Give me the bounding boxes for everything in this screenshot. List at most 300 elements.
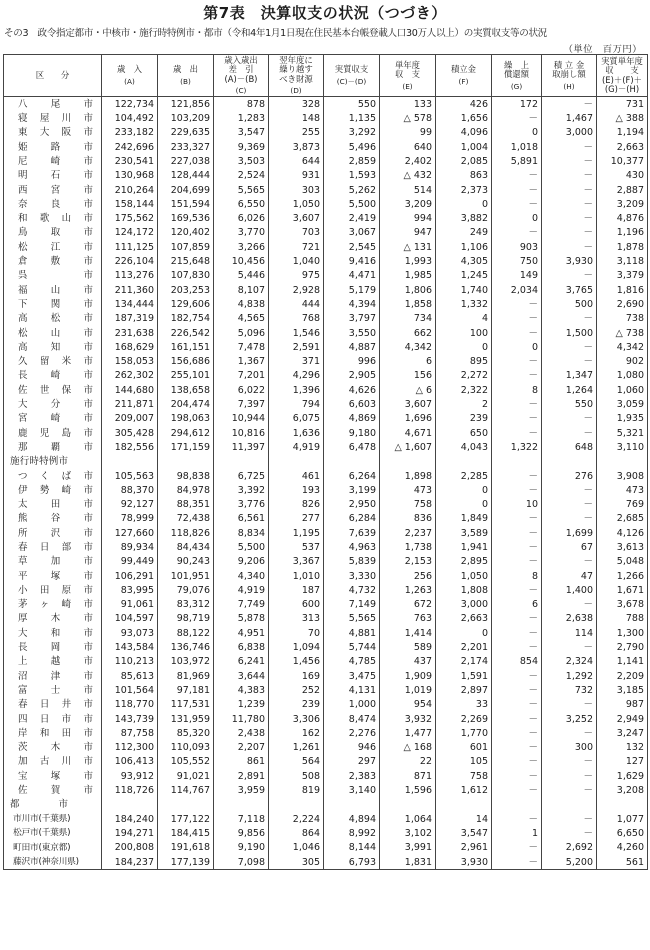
table-cell: －	[492, 726, 542, 740]
table-cell: 305,428	[102, 426, 158, 440]
table-cell: 1,500	[542, 326, 597, 340]
table-cell: 861	[214, 755, 269, 769]
table-row	[4, 441, 648, 455]
table-row	[4, 426, 648, 440]
city-name: 西宮市	[4, 183, 102, 197]
table-cell: 1,106	[436, 240, 492, 254]
table-cell: 1,806	[380, 283, 436, 297]
table-cell: 2,887	[597, 183, 648, 197]
table-cell: 242,696	[102, 140, 158, 154]
table-cell: 149	[492, 269, 542, 283]
city-name: 福山市	[4, 283, 102, 297]
table-cell: 3,770	[214, 226, 269, 240]
table-cell: 9,190	[214, 841, 269, 855]
table-cell: 1,094	[269, 641, 324, 655]
table-cell: 3,209	[597, 197, 648, 211]
table-row	[4, 183, 648, 197]
table-cell: 106,413	[102, 755, 158, 769]
table-cell: 239	[436, 412, 492, 426]
table-cell: 2,961	[436, 841, 492, 855]
table-cell: 215,648	[158, 255, 214, 269]
table-cell: 3,547	[214, 126, 269, 140]
table-cell: －	[542, 641, 597, 655]
table-row	[4, 583, 648, 597]
city-name: 茅ヶ崎市	[4, 598, 102, 612]
table-cell: 3,873	[269, 140, 324, 154]
table-cell: 1,656	[436, 112, 492, 126]
city-name: 明石市	[4, 169, 102, 183]
table-cell	[214, 455, 269, 469]
section-row	[4, 455, 648, 469]
table-cell: 1,322	[492, 441, 542, 455]
table-cell	[324, 455, 380, 469]
table-cell: 3,208	[597, 784, 648, 798]
table-cell: 99	[380, 126, 436, 140]
table-cell: 444	[269, 298, 324, 312]
table-cell: 10	[492, 498, 542, 512]
table-cell: 198,063	[158, 412, 214, 426]
table-cell: 1,671	[597, 583, 648, 597]
table-cell	[542, 455, 597, 469]
table-cell: 1,636	[269, 426, 324, 440]
table-cell: 130,968	[102, 169, 158, 183]
table-cell: 169	[269, 669, 324, 683]
table-cell: 8	[492, 383, 542, 397]
table-cell: 600	[269, 598, 324, 612]
table-cell: 78,999	[102, 512, 158, 526]
table-cell: 8	[492, 569, 542, 583]
table-cell: 144,680	[102, 383, 158, 397]
table-cell: 118,726	[102, 784, 158, 798]
city-name: 松戸市(千葉県)	[4, 827, 102, 841]
table-cell: 589	[380, 641, 436, 655]
table-cell: 184,415	[158, 827, 214, 841]
table-cell: 1,266	[597, 569, 648, 583]
table-cell: 1,477	[380, 726, 436, 740]
table-cell: 91,021	[158, 769, 214, 783]
table-cell: 794	[269, 398, 324, 412]
table-row	[4, 669, 648, 683]
city-name: 四日市市	[4, 712, 102, 726]
table-cell: 2,928	[269, 283, 324, 297]
table-cell: 903	[492, 240, 542, 254]
city-name: 寝屋川市	[4, 112, 102, 126]
table-cell: 3,247	[597, 726, 648, 740]
table-cell: 508	[269, 769, 324, 783]
table-cell: 7,098	[214, 855, 269, 870]
table-cell: 1,612	[436, 784, 492, 798]
table-cell: 640	[380, 140, 436, 154]
table-header	[4, 55, 648, 97]
table-cell	[597, 798, 648, 812]
table-row	[4, 841, 648, 855]
table-cell: 9,856	[214, 827, 269, 841]
table-cell: －	[542, 183, 597, 197]
table-cell: 2,545	[324, 240, 380, 254]
table-cell	[436, 798, 492, 812]
table-cell: 5,446	[214, 269, 269, 283]
table-cell: －	[542, 312, 597, 326]
city-name: 上越市	[4, 655, 102, 669]
table-cell: 5,048	[597, 555, 648, 569]
table-cell: －	[492, 312, 542, 326]
table-cell: 0	[436, 626, 492, 640]
table-cell: 133	[380, 97, 436, 112]
table-cell: 9,180	[324, 426, 380, 440]
table-cell: 88,351	[158, 498, 214, 512]
table-cell: 200,808	[102, 841, 158, 855]
table-row	[4, 126, 648, 140]
table-cell: 136,746	[158, 641, 214, 655]
table-cell: 2,224	[269, 812, 324, 826]
table-row	[4, 369, 648, 383]
table-cell: 143,584	[102, 641, 158, 655]
table-cell: 107,859	[158, 240, 214, 254]
table-cell: －	[542, 769, 597, 783]
unit-label: （単位 百万円）	[563, 44, 642, 55]
table-cell: 93,912	[102, 769, 158, 783]
table-cell: 2,322	[436, 383, 492, 397]
table-cell: 437	[380, 655, 436, 669]
table-cell: 854	[492, 655, 542, 669]
table-cell: 99,449	[102, 555, 158, 569]
table-row	[4, 784, 648, 798]
table-cell: 98,838	[158, 469, 214, 483]
table-cell: 4,887	[324, 340, 380, 354]
table-row	[4, 483, 648, 497]
column-header	[269, 55, 324, 97]
table-cell: 7,478	[214, 340, 269, 354]
table-cell: 863	[436, 169, 492, 183]
city-name: 那覇市	[4, 441, 102, 455]
table-cell: 4,919	[269, 441, 324, 455]
table-cell: －	[492, 226, 542, 240]
table-cell: 294,612	[158, 426, 214, 440]
table-cell: 2,897	[436, 684, 492, 698]
table-cell: 3,607	[269, 212, 324, 226]
table-cell: 85,320	[158, 726, 214, 740]
table-cell: 3,959	[214, 784, 269, 798]
table-cell: 3,797	[324, 312, 380, 326]
city-name: 熊谷市	[4, 512, 102, 526]
table-cell: 1,245	[436, 269, 492, 283]
table-cell: 9,416	[324, 255, 380, 269]
table-cell: 3,140	[324, 784, 380, 798]
table-cell: 1,050	[436, 569, 492, 583]
table-row	[4, 240, 648, 254]
table-cell: 1,019	[380, 684, 436, 698]
city-name: 太田市	[4, 498, 102, 512]
table-cell	[492, 798, 542, 812]
table-cell: 564	[269, 755, 324, 769]
table-cell: 1,941	[436, 541, 492, 555]
table-cell: 500	[542, 298, 597, 312]
table-cell: 738	[597, 312, 648, 326]
table-cell: 6,561	[214, 512, 269, 526]
table-cell: 148	[269, 112, 324, 126]
table-cell: 758	[380, 498, 436, 512]
table-cell: 4,838	[214, 298, 269, 312]
table-cell: 2,174	[436, 655, 492, 669]
table-cell: 97,181	[158, 684, 214, 698]
table-cell: －	[542, 555, 597, 569]
table-cell: 4,342	[380, 340, 436, 354]
table-cell: 1,292	[542, 669, 597, 683]
city-name: 久留米市	[4, 355, 102, 369]
table-cell: 211,871	[102, 398, 158, 412]
column-header-code: (D)	[290, 86, 302, 96]
table-cell: 143,739	[102, 712, 158, 726]
table-row	[4, 555, 648, 569]
table-cell: 6,022	[214, 383, 269, 397]
table-cell: 2,685	[597, 512, 648, 526]
table-cell: 1,195	[269, 526, 324, 540]
column-header	[492, 55, 542, 97]
table-cell: 1,909	[380, 669, 436, 683]
table-cell: －	[492, 669, 542, 683]
column-header-label: 歳 出	[172, 64, 199, 75]
table-cell: －	[492, 426, 542, 440]
table-cell	[436, 455, 492, 469]
table-cell: 3,252	[542, 712, 597, 726]
table-cell: 1,010	[269, 569, 324, 583]
table-cell: 1	[492, 827, 542, 841]
table-cell: 8,144	[324, 841, 380, 855]
table-cell: 1,300	[597, 626, 648, 640]
city-name: 八尾市	[4, 97, 102, 112]
table-cell: 8,834	[214, 526, 269, 540]
table-cell: －	[492, 841, 542, 855]
city-name: 加古川市	[4, 755, 102, 769]
table-cell: 3,607	[380, 398, 436, 412]
city-name: 小田原市	[4, 583, 102, 597]
table-cell: 2,949	[597, 712, 648, 726]
table-cell: 158,144	[102, 197, 158, 211]
city-name: 長岡市	[4, 641, 102, 655]
table-cell: 105,563	[102, 469, 158, 483]
table-cell: 1,077	[597, 812, 648, 826]
table-cell: －	[542, 155, 597, 169]
table-cell: 3,185	[597, 684, 648, 698]
table-row	[4, 283, 648, 297]
table-cell: 601	[436, 741, 492, 755]
table-cell: 7,749	[214, 598, 269, 612]
table-cell: 3,547	[436, 827, 492, 841]
table-cell: 1,064	[380, 812, 436, 826]
table-cell: －	[542, 512, 597, 526]
city-name: 大分市	[4, 398, 102, 412]
table-cell: △ 388	[597, 112, 648, 126]
table-cell: 67	[542, 541, 597, 555]
table-cell: 1,985	[380, 269, 436, 283]
table-cell: 1,141	[597, 655, 648, 669]
table-row	[4, 712, 648, 726]
table-cell: 864	[269, 827, 324, 841]
table-cell: 1,283	[214, 112, 269, 126]
city-name: 東大阪市	[4, 126, 102, 140]
table-cell: 124,172	[102, 226, 158, 240]
city-name: 佐賀市	[4, 784, 102, 798]
table-cell: －	[542, 498, 597, 512]
table-cell: 100	[436, 326, 492, 340]
table-cell: 5,500	[324, 197, 380, 211]
table-cell: －	[492, 626, 542, 640]
table-row	[4, 326, 648, 340]
table-cell: 297	[324, 755, 380, 769]
table-row	[4, 541, 648, 555]
table-cell	[269, 798, 324, 812]
table-cell: －	[492, 483, 542, 497]
table-cell: 975	[269, 269, 324, 283]
table-cell: 81,969	[158, 669, 214, 683]
table-cell: 2,692	[542, 841, 597, 855]
table-cell: 120,402	[158, 226, 214, 240]
table-cell: 9,206	[214, 555, 269, 569]
table-cell: 1,396	[269, 383, 324, 397]
table-cell: 954	[380, 698, 436, 712]
table-cell: 1,878	[597, 240, 648, 254]
table-cell: 1,060	[597, 383, 648, 397]
table-cell: 1,414	[380, 626, 436, 640]
table-cell: 162	[269, 726, 324, 740]
table-cell: 2,324	[542, 655, 597, 669]
table-cell: －	[492, 512, 542, 526]
table-cell: △ 1,607	[380, 441, 436, 455]
table-cell: 226,542	[158, 326, 214, 340]
table-cell: 134,444	[102, 298, 158, 312]
table-cell: 946	[324, 741, 380, 755]
table-cell: －	[492, 541, 542, 555]
table-row	[4, 398, 648, 412]
table-cell	[269, 455, 324, 469]
table-cell: 3,110	[597, 441, 648, 455]
table-cell: 3,613	[597, 541, 648, 555]
table-cell: 127	[597, 755, 648, 769]
table-cell: 6	[380, 355, 436, 369]
table-cell: 4,340	[214, 569, 269, 583]
table-cell: 0	[436, 498, 492, 512]
table-cell: 93,073	[102, 626, 158, 640]
table-row	[4, 769, 648, 783]
table-cell: 3,292	[324, 126, 380, 140]
table-cell: 79,076	[158, 583, 214, 597]
table-row	[4, 226, 648, 240]
table-cell: 461	[269, 469, 324, 483]
table-cell: 4,096	[436, 126, 492, 140]
table-cell: 184,240	[102, 812, 158, 826]
table-cell: 107,830	[158, 269, 214, 283]
table-cell: 87,758	[102, 726, 158, 740]
table-cell: 103,972	[158, 655, 214, 669]
table-cell: 5,096	[214, 326, 269, 340]
table-cell: 2,153	[380, 555, 436, 569]
table-cell: 252	[269, 684, 324, 698]
table-cell: 88,370	[102, 483, 158, 497]
table-cell: 70	[269, 626, 324, 640]
table-cell: 1,849	[436, 512, 492, 526]
table-cell: 132	[597, 741, 648, 755]
table-cell: 758	[436, 769, 492, 783]
table-cell: 177,122	[158, 812, 214, 826]
table-cell: 90,243	[158, 555, 214, 569]
table-cell: 987	[597, 698, 648, 712]
table-row	[4, 684, 648, 698]
table-cell: 4,131	[324, 684, 380, 698]
table-cell	[102, 455, 158, 469]
table-cell: 127,660	[102, 526, 158, 540]
column-header-label: 翌年度に 繰り越す べき財源	[279, 55, 313, 84]
table-cell: 14	[436, 812, 492, 826]
table-cell: 128,444	[158, 169, 214, 183]
table-cell: 2,419	[324, 212, 380, 226]
table-cell: －	[542, 698, 597, 712]
table-cell: 1,196	[597, 226, 648, 240]
table-cell: 231,638	[102, 326, 158, 340]
city-name: 沼津市	[4, 669, 102, 683]
table-cell: 328	[269, 97, 324, 112]
table-row	[4, 412, 648, 426]
table-cell: 255	[269, 126, 324, 140]
table-cell: 1,004	[436, 140, 492, 154]
section-row	[4, 798, 648, 812]
table-cell: 177,139	[158, 855, 214, 870]
table-cell	[492, 455, 542, 469]
table-row	[4, 155, 648, 169]
table-cell: 169,536	[158, 212, 214, 226]
table-cell: 1,738	[380, 541, 436, 555]
table-cell: －	[492, 369, 542, 383]
table-cell: 112,300	[102, 741, 158, 755]
table-cell: 5,262	[324, 183, 380, 197]
table-cell: 7,118	[214, 812, 269, 826]
column-header-code: (C)－(D)	[336, 76, 367, 86]
table-cell: 994	[380, 212, 436, 226]
table-cell: －	[542, 169, 597, 183]
table-cell: 229,635	[158, 126, 214, 140]
table-cell: 5,878	[214, 612, 269, 626]
table-cell: 156	[380, 369, 436, 383]
table-cell: 1,040	[269, 255, 324, 269]
table-cell: 182,556	[102, 441, 158, 455]
column-header-label: 積立金	[450, 64, 477, 75]
table-cell: 138,658	[158, 383, 214, 397]
table-cell: 3,932	[380, 712, 436, 726]
table-cell: 1,332	[436, 298, 492, 312]
table-cell: 3,266	[214, 240, 269, 254]
table-cell: 734	[380, 312, 436, 326]
table-cell: 2,905	[324, 369, 380, 383]
table-row	[4, 197, 648, 211]
table-cell: 168,629	[102, 340, 158, 354]
table-cell: 5,565	[214, 183, 269, 197]
table-cell: －	[542, 598, 597, 612]
table-cell: △ 131	[380, 240, 436, 254]
table-row	[4, 212, 648, 226]
city-name: 長崎市	[4, 369, 102, 383]
city-name: 岸和田市	[4, 726, 102, 740]
column-header	[542, 55, 597, 97]
table-cell: 277	[269, 512, 324, 526]
table-cell: －	[492, 641, 542, 655]
table-cell: 826	[269, 498, 324, 512]
table-cell: 211,360	[102, 283, 158, 297]
table-cell: 4,043	[436, 441, 492, 455]
table-cell: 4,565	[214, 312, 269, 326]
table-cell: 2,438	[214, 726, 269, 740]
table-row	[4, 812, 648, 826]
table-cell: 4	[436, 312, 492, 326]
city-name: 高松市	[4, 312, 102, 326]
